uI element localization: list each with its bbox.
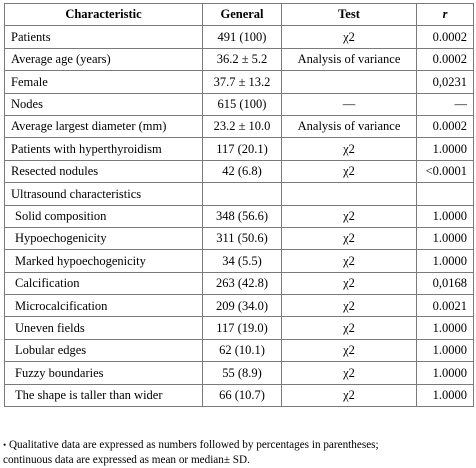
cell-r [417, 183, 474, 205]
table-row [5, 183, 474, 205]
cell-r: 0,0231 [417, 71, 474, 93]
cell-r: 0,0168 [417, 272, 474, 294]
cell-test: χ2 [282, 339, 417, 361]
header-r: r [417, 4, 474, 26]
cell-test: χ2 [282, 272, 417, 294]
header-characteristic: Characteristic [5, 4, 203, 26]
table-row [5, 48, 474, 70]
cell-r: 0.0002 [417, 48, 474, 70]
table-row [5, 339, 474, 361]
cell-r: 0.0002 [417, 115, 474, 137]
table-row [5, 362, 474, 384]
cell-characteristic: Calcification [5, 272, 203, 294]
table-row [5, 115, 474, 137]
table-row [5, 384, 474, 406]
cell-general: 37.7 ± 13.2 [203, 71, 282, 93]
cell-test: χ2 [282, 295, 417, 317]
table-row [5, 138, 474, 160]
cell-general: 209 (34.0) [203, 295, 282, 317]
cell-characteristic: Fuzzy boundaries [5, 362, 203, 384]
cell-general: 42 (6.8) [203, 160, 282, 182]
characteristics-table [4, 3, 474, 407]
cell-r: 1.0000 [417, 384, 474, 406]
cell-r: 1.0000 [417, 227, 474, 249]
table-row [5, 272, 474, 294]
cell-characteristic: Average largest diameter (mm) [5, 115, 203, 137]
cell-characteristic: Marked hypoechogenicity [5, 250, 203, 272]
header-test: Test [282, 4, 417, 26]
cell-general: 348 (56.6) [203, 205, 282, 227]
cell-general [203, 183, 282, 205]
table-row [5, 71, 474, 93]
cell-general: 55 (8.9) [203, 362, 282, 384]
cell-general: 117 (19.0) [203, 317, 282, 339]
cell-r: <0.0001 [417, 160, 474, 182]
cell-test: χ2 [282, 160, 417, 182]
footnote-text-1: Qualitative data are expressed as numbers followed by percentages in parentheses; [8, 439, 379, 451]
cell-general: 62 (10.1) [203, 339, 282, 361]
cell-test [282, 71, 417, 93]
cell-general: 34 (5.5) [203, 250, 282, 272]
cell-r: 0.0002 [417, 26, 474, 48]
cell-general: 615 (100) [203, 93, 282, 115]
table-body [5, 26, 474, 407]
cell-general: 36.2 ± 5.2 [203, 48, 282, 70]
cell-characteristic: Resected nodules [5, 160, 203, 182]
cell-test: χ2 [282, 227, 417, 249]
cell-test: Analysis of variance [282, 48, 417, 70]
cell-characteristic: Lobular edges [5, 339, 203, 361]
table-row [5, 26, 474, 48]
cell-characteristic: The shape is taller than wider [5, 384, 203, 406]
cell-characteristic: Average age (years) [5, 48, 203, 70]
table-row [5, 295, 474, 317]
cell-characteristic: Hypoechogenicity [5, 227, 203, 249]
footnote-text-2: continuous data are expressed as mean or median± SD. [3, 454, 250, 466]
cell-test: χ2 [282, 205, 417, 227]
footnote [3, 438, 473, 468]
cell-r: — [417, 93, 474, 115]
table-header-row [5, 4, 474, 26]
table-row [5, 160, 474, 182]
table-row [5, 93, 474, 115]
bullet-icon: • [3, 440, 7, 450]
cell-test: χ2 [282, 384, 417, 406]
cell-test: Analysis of variance [282, 115, 417, 137]
cell-test: χ2 [282, 26, 417, 48]
cell-r: 1.0000 [417, 250, 474, 272]
header-general: General [203, 4, 282, 26]
cell-general: 491 (100) [203, 26, 282, 48]
cell-characteristic: Female [5, 71, 203, 93]
cell-test: — [282, 93, 417, 115]
cell-r: 1.0000 [417, 205, 474, 227]
cell-general: 263 (42.8) [203, 272, 282, 294]
cell-characteristic: Ultrasound characteristics [5, 183, 203, 205]
cell-r: 1.0000 [417, 317, 474, 339]
table-row [5, 317, 474, 339]
cell-general: 311 (50.6) [203, 227, 282, 249]
footnote-line-1 [3, 438, 473, 453]
table-row [5, 227, 474, 249]
cell-test: χ2 [282, 317, 417, 339]
cell-general: 117 (20.1) [203, 138, 282, 160]
cell-characteristic: Patients [5, 26, 203, 48]
cell-test: χ2 [282, 250, 417, 272]
cell-r: 1.0000 [417, 339, 474, 361]
cell-r: 1.0000 [417, 138, 474, 160]
cell-characteristic: Uneven fields [5, 317, 203, 339]
table-row [5, 205, 474, 227]
table-row [5, 250, 474, 272]
cell-characteristic: Microcalcification [5, 295, 203, 317]
cell-test: χ2 [282, 362, 417, 384]
cell-r: 1.0000 [417, 362, 474, 384]
cell-r: 0.0021 [417, 295, 474, 317]
cell-test: χ2 [282, 138, 417, 160]
cell-general: 23.2 ± 10.0 [203, 115, 282, 137]
cell-test [282, 183, 417, 205]
cell-characteristic: Nodes [5, 93, 203, 115]
cell-general: 66 (10.7) [203, 384, 282, 406]
cell-characteristic: Solid composition [5, 205, 203, 227]
cell-characteristic: Patients with hyperthyroidism [5, 138, 203, 160]
